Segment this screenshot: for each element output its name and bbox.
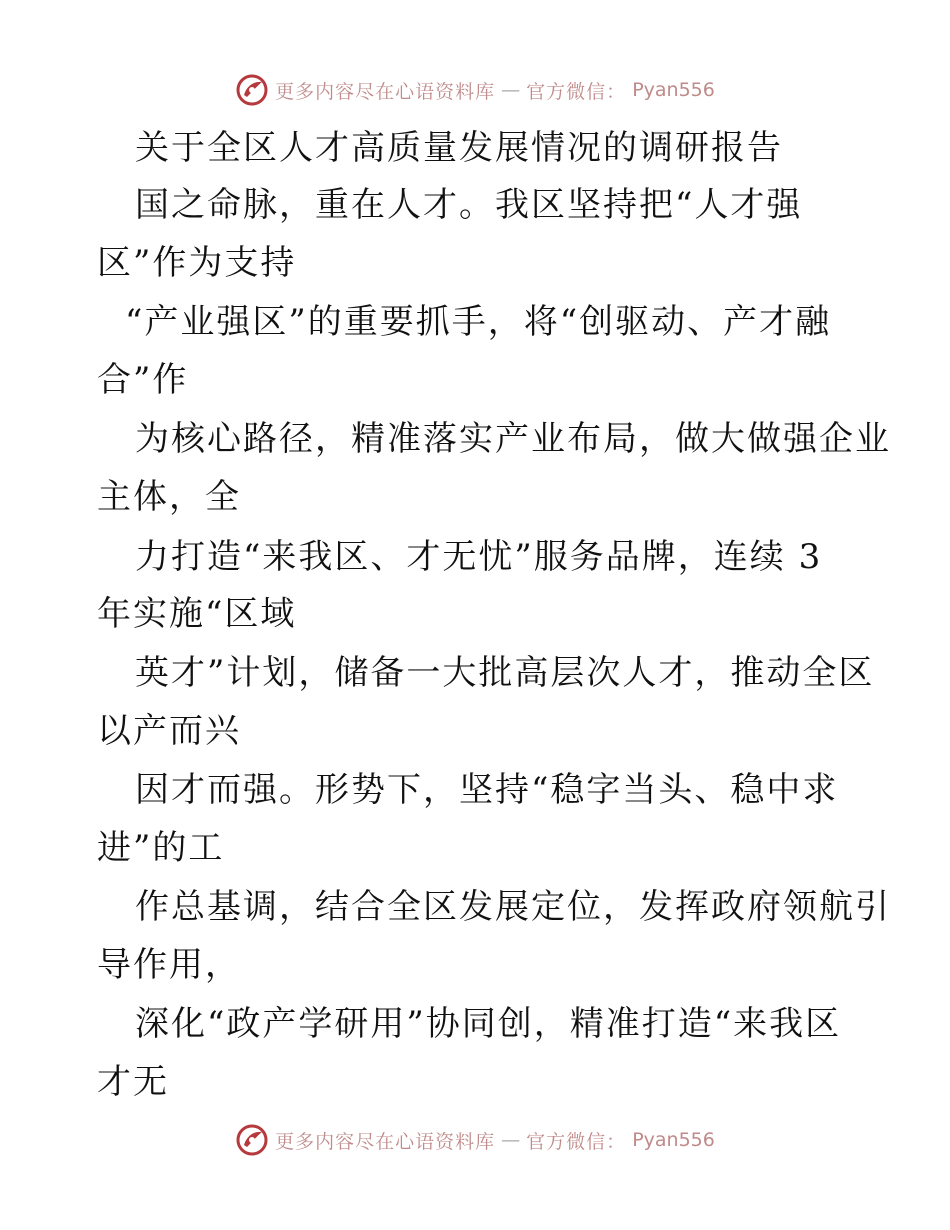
paragraph-line: 才无 [97, 1062, 169, 1102]
watermark-wechat-label: 官方微信： [526, 1130, 627, 1153]
watermark-dash: — [501, 1129, 521, 1151]
paragraph-line: 进”的工 [97, 828, 225, 868]
paragraph-line: 主体，全 [97, 477, 241, 517]
paragraph-line: 深化“政产学研用”协同创，精准打造“来我区 [135, 1004, 842, 1044]
paragraph-line: “产业强区”的重要抓手，将“创驱动、产才融 [125, 302, 832, 342]
paragraph-line: 以产而兴 [97, 711, 241, 751]
paragraph-line: 作总基调，结合全区发展定位，发挥政府领航引 [135, 887, 891, 927]
paragraph-line: 区”作为支持 [97, 243, 297, 283]
paragraph-line: 年实施“区域 [97, 594, 297, 634]
watermark-text: 更多内容尽在心语资料库 [275, 1130, 496, 1153]
footer-watermark [0, 1120, 950, 1160]
paragraph-line: 为核心路径，精准落实产业布局，做大做强企业 [135, 419, 891, 459]
watermark-text: 更多内容尽在心语资料库 [275, 80, 496, 103]
paragraph-line: 英才”计划，储备一大批高层次人才，推动全区 [135, 653, 875, 693]
paragraph-line: 因才而强。形势下，坚持“稳字当头、稳中求 [135, 770, 839, 810]
document-title: 关于全区人才高质量发展情况的调研报告 [135, 128, 783, 168]
watermark-wechat-label: 官方微信： [526, 80, 627, 103]
paragraph-line: 力打造“来我区、才无忧”服务品牌，连续 3 [135, 537, 823, 577]
watermark-dash: — [501, 79, 521, 101]
watermark-wechat-id: Pyan556 [632, 1129, 715, 1151]
paragraph-line: 合”作 [97, 360, 189, 400]
watermark-wechat-id: Pyan556 [632, 79, 715, 101]
paragraph-line: 导作用， [97, 945, 241, 985]
paragraph-line: 国之命脉，重在人才。我区坚持把“人才强 [135, 185, 803, 225]
library-logo-icon [235, 1123, 269, 1157]
